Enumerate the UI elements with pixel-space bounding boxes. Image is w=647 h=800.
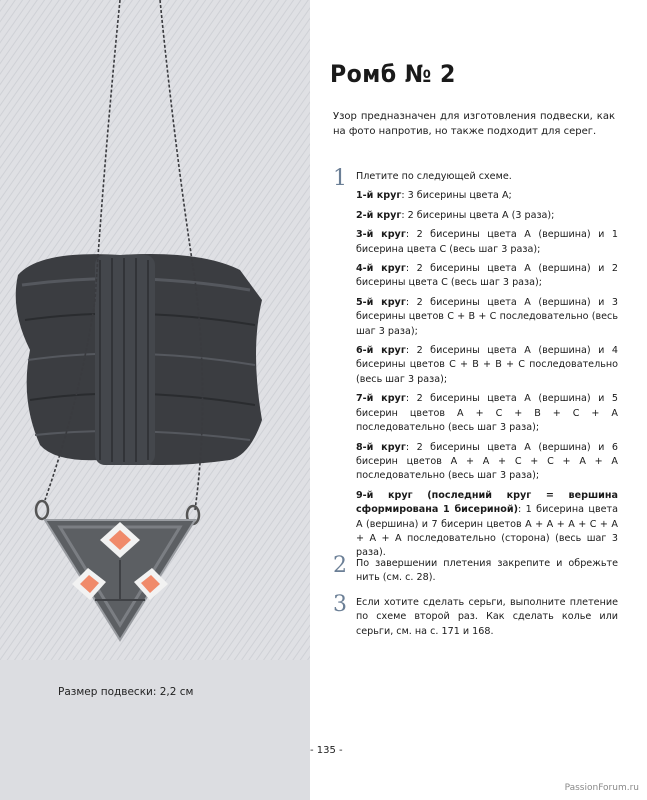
- step-text: Если хотите сделать серьги, выполните плетение по схеме второй раз. Как сделать колье или серьги, см. на с. 171 и 168.: [356, 597, 618, 637]
- watermark: PassionForum.ru: [564, 783, 639, 793]
- photo-caption: Размер подвески: 2,2 см: [58, 686, 194, 698]
- step-text: Плетите по следующей схеме.: [356, 171, 512, 182]
- round-item: 5-й круг: 2 бисерины цвета А (вершина) и 3 бисерины цветов С + В + С последовательно (весь шаг 3 раза);: [356, 296, 618, 337]
- round-item: 6-й круг: 2 бисерины цвета А (вершина) и 4 бисерины цветов С + В + В + С последовательно (весь шаг 3 раза);: [356, 345, 618, 385]
- step-text: По завершении плетения закрепите и обрежьте нить (см. с. 28).: [356, 558, 618, 584]
- pendant-photo: [0, 0, 310, 660]
- page-title: Ромб № 2: [330, 60, 456, 88]
- round-item: 2-й круг: 2 бисерины цвета А (3 раза);: [356, 209, 555, 221]
- step-number: 2: [333, 553, 347, 578]
- step-1: [333, 166, 618, 561]
- photo-panel: [0, 0, 310, 800]
- step-number: 1: [333, 166, 347, 191]
- round-item: 3-й круг: 2 бисерины цвета А (вершина) и 1 бисерина цвета С (весь шаг 3 раза);: [356, 229, 618, 255]
- round-item: 9-й круг (последний круг = вершина сформирована 1 бисериной): 1 бисерина цвета А (вершина) и 7 бисерин цветов А + А + А + С + А + А + А последовательно (сторона) (весь шаг 3 раза).: [356, 489, 618, 559]
- step-number: 3: [333, 592, 347, 617]
- intro-paragraph: Узор предназначен для изготовления подвески, как на фото напротив, но также подходит для серег.: [333, 111, 615, 137]
- thread-skein: [16, 254, 262, 465]
- round-item: 8-й круг: 2 бисерины цвета А (вершина) и 6 бисерин цветов А + А + С + С + А + А последовательно (весь шаг 3 раза);: [356, 441, 618, 482]
- step-2: [333, 553, 618, 586]
- step-3: [333, 592, 618, 639]
- round-item: 4-й круг: 2 бисерины цвета А (вершина) и 2 бисерины цвета С (весь шаг 3 раза);: [356, 263, 618, 289]
- round-item: 1-й круг: 3 бисерины цвета А;: [356, 190, 512, 202]
- round-item: 7-й круг: 2 бисерины цвета А (вершина) и 5 бисерин цветов А + С + В + С + А последовательно (весь шаг 3 раза);: [356, 393, 618, 434]
- page-number: - 135 -: [310, 745, 343, 756]
